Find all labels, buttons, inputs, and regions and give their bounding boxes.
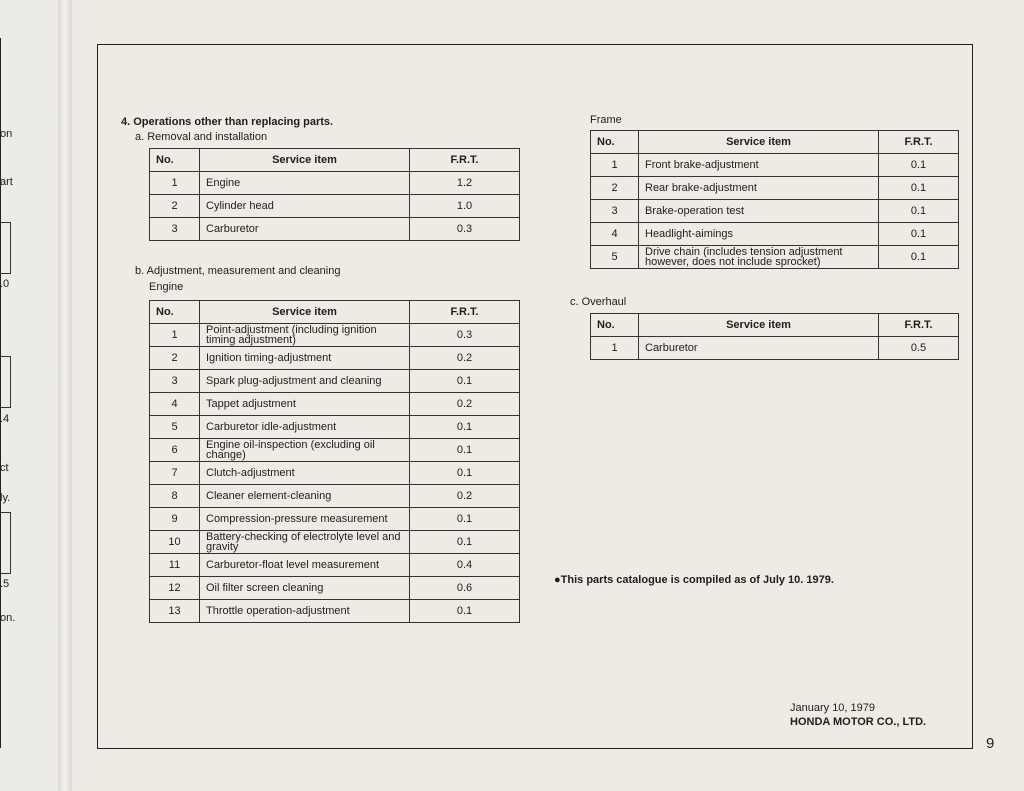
catalogue-note-text: This parts catalogue is compiled as of July 10. 1979.: [560, 574, 834, 586]
row-frt: 0.1: [879, 246, 959, 269]
row-item: Brake-operation test: [639, 200, 879, 223]
table-row: [150, 577, 520, 600]
row-no: 2: [591, 177, 639, 200]
table-row: [150, 531, 520, 554]
row-no: 7: [150, 462, 200, 485]
row-no: 3: [150, 218, 200, 241]
row-item: Clutch-adjustment: [200, 462, 410, 485]
table-row: [591, 246, 959, 269]
table-row: [150, 347, 520, 370]
table-row: [150, 439, 520, 462]
table-row: [150, 508, 520, 531]
row-frt: 0.2: [410, 393, 520, 416]
row-frt: 0.3: [410, 324, 520, 347]
row-frt: 0.6: [410, 577, 520, 600]
table-header-row: [150, 149, 520, 172]
bullet-icon: ●: [554, 574, 561, 586]
row-frt: 0.1: [410, 439, 520, 462]
row-item: Point-adjustment (including ignition timing adjustment): [200, 324, 410, 347]
row-no: 10: [150, 531, 200, 554]
row-no: 4: [591, 223, 639, 246]
facing-page-fragment: art: [0, 176, 13, 188]
header-service-item: Service item: [639, 131, 879, 154]
table-row: [150, 370, 520, 393]
table-row: [150, 600, 520, 623]
row-item: Engine: [200, 172, 410, 195]
table-row: [150, 416, 520, 439]
header-no: No.: [591, 131, 639, 154]
row-frt: 0.1: [410, 462, 520, 485]
header-frt: F.R.T.: [879, 314, 959, 337]
table-row: [591, 177, 959, 200]
table-row: [150, 324, 520, 347]
facing-page-fragment: .5: [0, 578, 10, 590]
row-frt: 0.1: [879, 200, 959, 223]
page-number: 9: [986, 735, 995, 752]
table-row: [150, 195, 520, 218]
row-no: 1: [150, 324, 200, 347]
row-frt: 0.4: [410, 554, 520, 577]
header-service-item: Service item: [639, 314, 879, 337]
table-row: [150, 393, 520, 416]
row-no: 12: [150, 577, 200, 600]
row-no: 1: [591, 154, 639, 177]
engine-table: [149, 300, 520, 623]
header-service-item: Service item: [200, 149, 410, 172]
row-item: Throttle operation-adjustment: [200, 600, 410, 623]
row-no: 5: [150, 416, 200, 439]
header-service-item: Service item: [200, 301, 410, 324]
row-frt: 0.1: [410, 508, 520, 531]
table-row: [591, 337, 959, 360]
row-item: Rear brake-adjustment: [639, 177, 879, 200]
table-row: [591, 154, 959, 177]
header-frt: F.R.T.: [410, 301, 520, 324]
adjustment-heading: b. Adjustment, measurement and cleaning: [135, 265, 341, 277]
issue-date: January 10, 1979: [790, 702, 876, 714]
row-item: Headlight-aimings: [639, 223, 879, 246]
facing-page-fragment: ly.: [0, 492, 11, 504]
row-item: Compression-pressure measurement: [200, 508, 410, 531]
facing-page-box: [0, 512, 11, 574]
row-item: Carburetor: [200, 218, 410, 241]
frame-table: [590, 130, 959, 269]
section-title: 4. Operations other than replacing parts.: [121, 116, 334, 128]
row-item: Ignition timing-adjustment: [200, 347, 410, 370]
row-frt: 0.1: [879, 177, 959, 200]
overhaul-table: [590, 313, 959, 360]
removal-heading: a. Removal and installation: [135, 131, 268, 143]
facing-page-box: [0, 356, 11, 408]
row-frt: 0.3: [410, 218, 520, 241]
company-name: HONDA MOTOR CO., LTD.: [790, 716, 927, 728]
engine-label: Engine: [149, 281, 184, 293]
row-no: 9: [150, 508, 200, 531]
row-frt: 0.1: [410, 600, 520, 623]
row-item: Carburetor idle-adjustment: [200, 416, 410, 439]
row-item: Front brake-adjustment: [639, 154, 879, 177]
table-header-row: [150, 301, 520, 324]
facing-page-box: [0, 222, 11, 274]
facing-page-fragment: on: [0, 128, 13, 140]
row-item: Oil filter screen cleaning: [200, 577, 410, 600]
row-item: Battery-checking of electrolyte level and gravity: [200, 531, 410, 554]
header-frt: F.R.T.: [879, 131, 959, 154]
facing-page-fragment: .4: [0, 413, 10, 425]
row-item: Drive chain (includes tension adjustment however, does not include sprocket): [639, 246, 879, 269]
row-frt: 0.1: [410, 370, 520, 393]
header-frt: F.R.T.: [410, 149, 520, 172]
header-no: No.: [150, 149, 200, 172]
row-frt: 0.1: [879, 223, 959, 246]
frame-label: Frame: [590, 114, 622, 126]
row-no: 3: [591, 200, 639, 223]
row-no: 2: [150, 195, 200, 218]
row-item: Carburetor-float level measurement: [200, 554, 410, 577]
overhaul-heading: c. Overhaul: [570, 296, 627, 308]
row-frt: 0.1: [410, 531, 520, 554]
row-no: 1: [591, 337, 639, 360]
table-row: [591, 223, 959, 246]
table-row: [150, 462, 520, 485]
table-header-row: [591, 131, 959, 154]
table-header-row: [591, 314, 959, 337]
row-item: Cleaner element-cleaning: [200, 485, 410, 508]
facing-page-fragment: ct: [0, 462, 9, 474]
book-spine: [58, 0, 72, 791]
row-frt: 0.2: [410, 347, 520, 370]
row-frt: 1.2: [410, 172, 520, 195]
header-no: No.: [150, 301, 200, 324]
row-frt: 0.1: [410, 416, 520, 439]
table-row: [150, 172, 520, 195]
row-frt: 0.1: [879, 154, 959, 177]
row-no: 8: [150, 485, 200, 508]
removal-table: [149, 148, 520, 241]
row-frt: 1.0: [410, 195, 520, 218]
row-no: 4: [150, 393, 200, 416]
row-item: Tappet adjustment: [200, 393, 410, 416]
row-item: Spark plug-adjustment and cleaning: [200, 370, 410, 393]
facing-page-fragment: .0: [0, 278, 10, 290]
table-row: [150, 218, 520, 241]
row-item: Cylinder head: [200, 195, 410, 218]
row-frt: 0.2: [410, 485, 520, 508]
row-no: 3: [150, 370, 200, 393]
row-no: 5: [591, 246, 639, 269]
catalogue-note: [554, 574, 834, 586]
row-frt: 0.5: [879, 337, 959, 360]
row-no: 1: [150, 172, 200, 195]
table-row: [591, 200, 959, 223]
header-no: No.: [591, 314, 639, 337]
row-no: 11: [150, 554, 200, 577]
row-no: 2: [150, 347, 200, 370]
row-no: 6: [150, 439, 200, 462]
row-item: Engine oil-inspection (excluding oil change): [200, 439, 410, 462]
facing-page-fragment: on.: [0, 612, 16, 624]
row-no: 13: [150, 600, 200, 623]
table-row: [150, 554, 520, 577]
table-row: [150, 485, 520, 508]
row-item: Carburetor: [639, 337, 879, 360]
